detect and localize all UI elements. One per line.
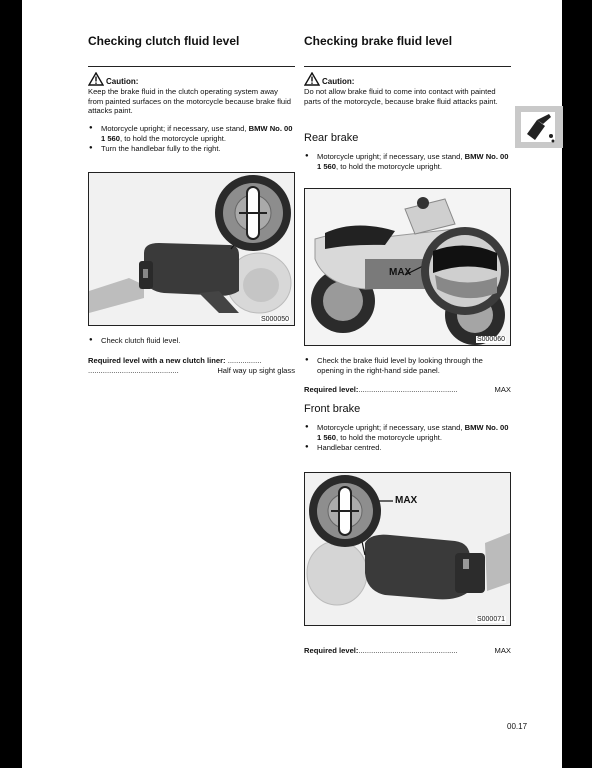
list-item: ● Motorcycle upright; if necessary, use stand, BMW No. 00 1 560, to hold the motorcycle upright. <box>88 124 295 143</box>
caution-label: Caution: <box>322 77 355 86</box>
front-brake-prep-list <box>304 423 511 454</box>
clutch-prep-list <box>88 124 295 155</box>
brake-section-title: Checking brake fluid level <box>304 34 453 48</box>
figure-code: S000050 <box>260 316 289 323</box>
caution-label: Caution: <box>106 77 139 86</box>
list-item: ● Handlebar centred. <box>304 443 511 453</box>
warning-triangle-icon <box>304 72 320 86</box>
clutch-required-level: Required level with a new clutch liner: ................ ........................................... Half way up sight glass <box>88 356 295 375</box>
clutch-check-list <box>88 336 295 347</box>
chapter-side-tab <box>515 106 563 148</box>
tool-number: BMW No. 00 1 560 <box>317 152 509 171</box>
rear-brake-heading: Rear brake <box>304 132 359 144</box>
rear-brake-check-list <box>304 356 511 376</box>
page-number: 00.17 <box>507 722 528 731</box>
clutch-figure <box>88 172 295 326</box>
required-value: MAX <box>494 646 511 655</box>
figure-code: S000060 <box>476 336 505 343</box>
clutch-caution-box <box>88 66 295 116</box>
tool-number: BMW No. 00 1 560 <box>317 423 509 442</box>
max-label: MAX <box>389 267 412 278</box>
list-item: ● Check clutch fluid level. <box>88 336 295 346</box>
caution-text: Keep the brake fluid in the clutch operating system away from painted surfaces on the motorcycle because brake fluid attacks paint. <box>88 87 292 115</box>
front-required-level: Required level:............................................... MAX <box>304 646 511 655</box>
rear-required-level: Required level:............................................... MAX <box>304 385 511 394</box>
front-brake-figure <box>304 472 511 626</box>
oil-can-icon <box>515 106 563 148</box>
required-value: Half way up sight glass <box>217 365 295 375</box>
brake-caution-box <box>304 66 511 106</box>
list-item: ● Motorcycle upright; if necessary, use stand, BMW No. 00 1 560, to hold the motorcycle upright. <box>304 423 511 442</box>
clutch-section-title: Checking clutch fluid level <box>88 34 240 48</box>
list-item: ● Check the brake fluid level by looking through the opening in the right-hand side panel. <box>304 356 511 375</box>
max-label: MAX <box>395 495 418 506</box>
rear-brake-prep-list <box>304 152 511 172</box>
left-column <box>88 0 295 400</box>
front-brake-heading: Front brake <box>304 403 361 415</box>
manual-page <box>22 0 562 768</box>
figure-code: S000071 <box>476 616 505 623</box>
list-item: ● Motorcycle upright; if necessary, use stand, BMW No. 00 1 560, to hold the motorcycle upright. <box>304 152 511 171</box>
clutch-reservoir-illustration <box>89 173 294 325</box>
rear-brake-figure <box>304 188 511 346</box>
caution-text: Do not allow brake fluid to come into contact with painted parts of the motorcycle, because brake fluid attacks paint. <box>304 87 498 106</box>
tool-number: BMW No. 00 1 560 <box>101 124 293 143</box>
required-value: MAX <box>494 385 511 394</box>
list-item: ● Turn the handlebar fully to the right. <box>88 144 295 154</box>
warning-triangle-icon <box>88 72 104 86</box>
right-column <box>304 0 511 700</box>
